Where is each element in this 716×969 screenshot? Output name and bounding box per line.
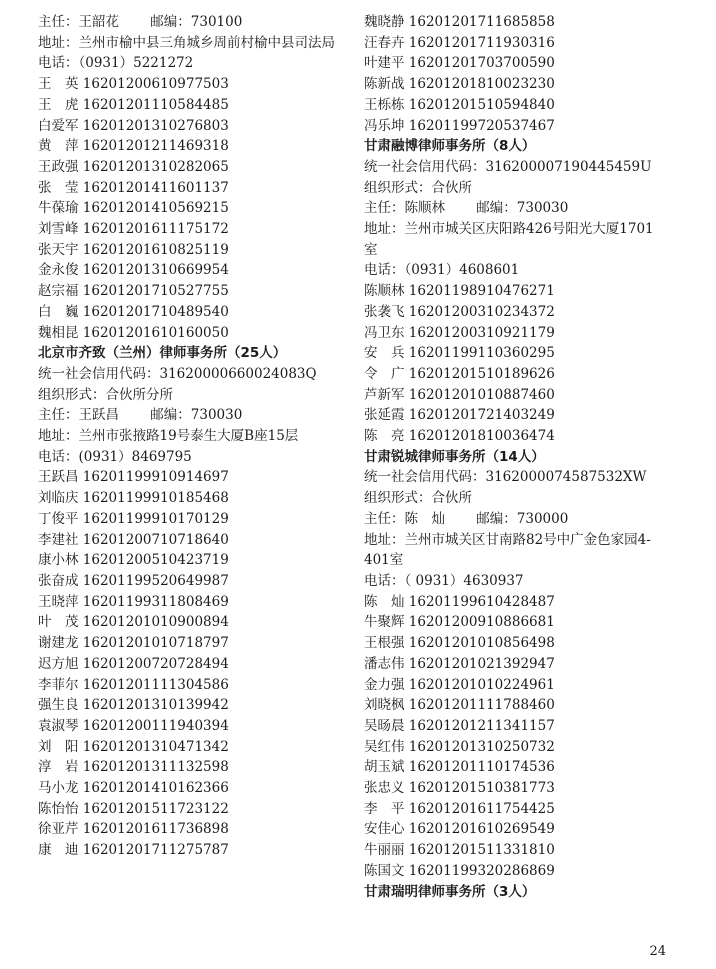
member-entry: 芦新军 16201201010887460 (364, 386, 555, 403)
director-line: 主任：陈顺林 邮编：730030 (364, 200, 569, 217)
firm-heading: 甘肃锐城律师事务所（14人） (364, 448, 545, 465)
member-entry: 张 莹 16201201411601137 (38, 179, 229, 196)
member-entry: 刘晓枫 16201201111788460 (364, 697, 555, 714)
left-column (38, 12, 338, 861)
member-entry: 牛聚辉 16201200910886681 (364, 614, 555, 631)
credit-code-line: 统一社会信用代码：316200007190445459U (364, 158, 652, 175)
member-entry: 白 巍 16201201710489540 (38, 303, 229, 320)
member-entry: 金永俊 16201201310669954 (38, 262, 229, 279)
phone-line: 电话：（0931）5221272 (38, 55, 194, 72)
member-entry: 赵宗福 16201201710527755 (38, 283, 229, 300)
member-entry: 王政强 16201201310282065 (38, 158, 229, 175)
org-form-line: 组织形式：合伙所 (364, 179, 472, 196)
member-entry: 胡玉斌 16201201110174536 (364, 759, 555, 776)
org-form-line: 组织形式：合伙所分所 (38, 386, 173, 403)
member-entry: 吴旸晨 16201201211341157 (364, 717, 555, 734)
member-entry: 张奋成 16201199520649987 (38, 572, 229, 589)
member-entry: 安 兵 16201199110360295 (364, 345, 555, 362)
firm-heading: 甘肃融博律师事务所（8人） (364, 138, 536, 155)
member-entry: 康 迪 16201201711275787 (38, 842, 229, 859)
member-entry: 刘临庆 16201199910185468 (38, 490, 229, 507)
member-entry: 陈顺林 16201198910476271 (364, 283, 555, 300)
member-entry: 王 英 16201200610977503 (38, 76, 229, 93)
member-entry: 康小林 16201200510423719 (38, 552, 229, 569)
member-entry: 李菲尔 16201201111304586 (38, 676, 229, 693)
member-entry: 丁俊平 16201199910170129 (38, 510, 229, 527)
member-entry: 迟方旭 16201200720728494 (38, 655, 229, 672)
member-entry: 王晓萍 16201199311808469 (38, 593, 229, 610)
member-entry: 李建社 16201200710718640 (38, 531, 229, 548)
member-entry: 白爱军 16201201310276803 (38, 117, 229, 134)
director-line: 主任：王跃昌 邮编：730030 (38, 407, 243, 424)
director-line: 主任：陈 灿 邮编：730000 (364, 510, 569, 527)
member-entry: 冯乐坤 16201199720537467 (364, 117, 555, 134)
phone-line: 电话：（ 0931）4630937 (364, 572, 524, 589)
credit-code-line: 统一社会信用代码：3162000074587532XW (364, 469, 647, 486)
member-entry: 牛丽丽 16201201511331810 (364, 842, 555, 859)
phone-line: 电话：（0931）4608601 (364, 262, 520, 279)
address-line: 地址：兰州市榆中县三角城乡周前村榆中县司法局 (38, 34, 335, 51)
member-entry: 安佳心 16201201610269549 (364, 821, 555, 838)
member-entry: 叶建平 16201201703700590 (364, 55, 555, 72)
director-line: 主任：王韶花 邮编：730100 (38, 14, 243, 30)
member-entry: 牛葆瑜 16201201410569215 (38, 200, 229, 217)
page-number: 24 (649, 944, 666, 959)
member-entry: 令 广 16201201510189626 (364, 365, 555, 382)
member-entry: 刘 阳 16201201310471342 (38, 738, 229, 755)
member-entry: 刘雪峰 16201201611175172 (38, 221, 229, 238)
member-entry: 淳 岩 16201201311132598 (38, 759, 229, 776)
address-line: 地址：兰州市张掖路19号泰生大厦B座15层 (38, 428, 299, 445)
member-entry: 张忠义 16201201510381773 (364, 780, 555, 797)
member-entry: 王根强 16201201010856498 (364, 635, 555, 652)
member-entry: 马小龙 16201201410162366 (38, 780, 229, 797)
member-entry: 李 平 16201201611754425 (364, 800, 555, 817)
member-entry: 魏晓静 16201201711685858 (364, 14, 555, 30)
member-entry: 袁淑琴 16201200111940394 (38, 717, 229, 734)
member-entry: 徐亚芹 16201201611736898 (38, 821, 229, 838)
credit-code-line: 统一社会信用代码：31620000660024083Q (38, 365, 317, 382)
member-entry: 魏相昆 16201201610160050 (38, 324, 229, 341)
member-entry: 冯卫东 16201200310921179 (364, 324, 555, 341)
member-entry: 陈 灿 16201199610428487 (364, 593, 555, 610)
firm-heading: 甘肃瑞明律师事务所（3人） (364, 883, 536, 900)
member-entry: 黄 萍 16201201211469318 (38, 138, 229, 155)
member-entry: 王 虎 16201201110584485 (38, 96, 229, 113)
address-line: 地址：兰州市城关区庆阳路426号阳光大厦1701室 (364, 221, 654, 258)
right-column (364, 12, 664, 902)
member-entry: 王跃昌 16201199910914697 (38, 469, 229, 486)
member-entry: 陈 亮 16201201810036474 (364, 428, 555, 445)
member-entry: 金力强 16201201010224961 (364, 676, 555, 693)
member-entry: 汪春卉 16201201711930316 (364, 34, 555, 51)
member-entry: 谢建龙 16201201010718797 (38, 635, 229, 652)
address-line: 地址：兰州市城关区甘南路82号中广金色家园4-401室 (364, 531, 651, 569)
member-entry: 陈怡怡 16201201511723122 (38, 800, 229, 817)
member-list (364, 281, 664, 447)
member-entry: 叶 茂 16201201010900894 (38, 614, 229, 631)
member-entry: 张天宇 16201201610825119 (38, 241, 229, 258)
member-list (38, 467, 338, 860)
org-form-line: 组织形式：合伙所 (364, 490, 472, 507)
member-entry: 张袭飞 16201200310234372 (364, 303, 555, 320)
member-list (364, 592, 664, 882)
member-list (38, 74, 338, 343)
member-entry: 王栎栋 16201201510594840 (364, 96, 555, 113)
member-entry: 吴红伟 16201201310250732 (364, 738, 555, 755)
member-entry: 强生良 16201201310139942 (38, 697, 229, 714)
member-entry: 陈国文 16201199320286869 (364, 862, 555, 879)
member-entry: 张延霞 16201201721403249 (364, 407, 555, 424)
member-list (364, 12, 664, 136)
member-entry: 潘志伟 16201201021392947 (364, 655, 555, 672)
firm-heading: 北京市齐致（兰州）律师事务所（25人） (38, 345, 287, 362)
phone-line: 电话：(0931）8469795 (38, 448, 192, 465)
member-entry: 陈新战 16201201810023230 (364, 76, 555, 93)
